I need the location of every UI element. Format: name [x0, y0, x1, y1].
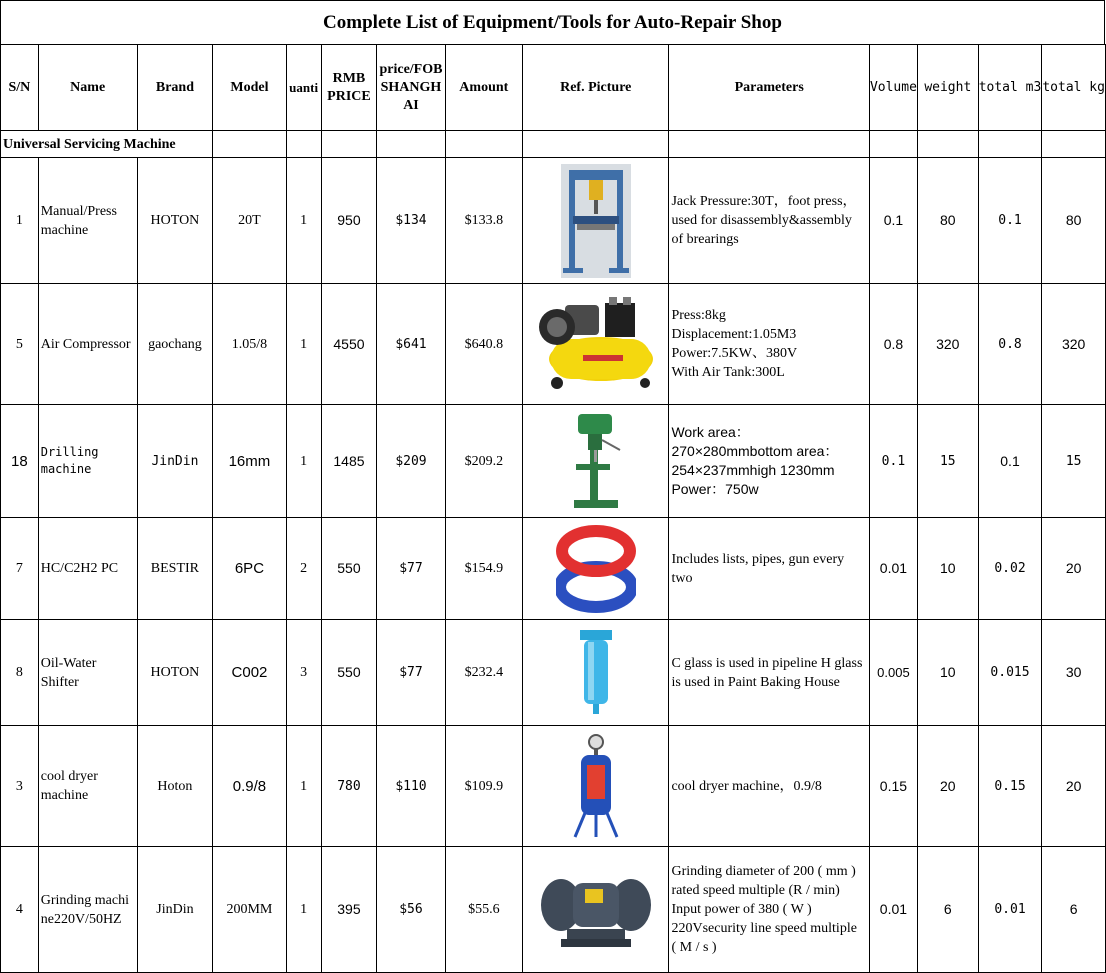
cell-total-kg: 6 [1042, 847, 1106, 973]
cell-name: Oil-Water Shifter [38, 620, 137, 726]
cell-volume: 0.01 [869, 847, 917, 973]
table-row [1, 620, 1106, 726]
cell-params: Jack Pressure:30T，foot press，used for disassembly&assembly of brearings [669, 158, 869, 284]
cell-amount: $209.2 [445, 405, 522, 518]
cell-brand: JinDin [137, 847, 213, 973]
cell-volume: 0.8 [869, 284, 917, 405]
cell-qty: 3 [286, 620, 321, 726]
header-brand: Brand [137, 45, 213, 131]
cell-name: Air Compressor [38, 284, 137, 405]
cell-params: Includes lists, pipes, gun every two [669, 518, 869, 620]
header-ref-picture: Ref. Picture [523, 45, 669, 131]
cell-model: 20T [213, 158, 286, 284]
cell-total-kg: 30 [1042, 620, 1106, 726]
cell-fob: $134 [377, 158, 445, 284]
equipment-table [0, 44, 1106, 973]
cell-amount: $640.8 [445, 284, 522, 405]
param-line: 254×237mmhigh 1230mm [671, 462, 835, 478]
cell-qty: 1 [286, 284, 321, 405]
cell-sn: 5 [1, 284, 39, 405]
param-line: 220Vsecurity line speed multiple [671, 921, 857, 936]
drill-press-icon [566, 412, 626, 510]
cell-rmb: 780 [321, 726, 377, 847]
filter-canister-icon [576, 628, 616, 718]
param-line: Grinding diameter of 200 ( mm ) [671, 864, 856, 879]
cell-weight: 320 [917, 284, 978, 405]
param-line: ( M / s ) [671, 940, 717, 955]
cell-fob: $56 [377, 847, 445, 973]
header-total-kg: total kg [1042, 45, 1106, 131]
table-row [1, 158, 1106, 284]
header-parameters: Parameters [669, 45, 869, 131]
cell-amount: $55.6 [445, 847, 522, 973]
cell-qty: 1 [286, 405, 321, 518]
cell-brand: BESTIR [137, 518, 213, 620]
cell-volume: 0.1 [869, 405, 917, 518]
header-volume: Volume [869, 45, 917, 131]
param-line: rated speed multiple (R / min) [671, 883, 840, 898]
cell-rmb: 950 [321, 158, 377, 284]
cell-sn: 8 [1, 620, 39, 726]
cell-model: 1.05/8 [213, 284, 286, 405]
table-row [1, 284, 1106, 405]
cell-picture [523, 726, 669, 847]
cell-name: HC/C2H2 PC [38, 518, 137, 620]
cell-weight: 80 [917, 158, 978, 284]
cell-rmb: 395 [321, 847, 377, 973]
cell-brand: HOTON [137, 158, 213, 284]
cell-picture [523, 518, 669, 620]
cell-total-m3: 0.01 [978, 847, 1042, 973]
header-name: Name [38, 45, 137, 131]
cell-amount: $154.9 [445, 518, 522, 620]
cell-volume: 0.01 [869, 518, 917, 620]
cell-model: 200MM [213, 847, 286, 973]
cell-brand: gaochang [137, 284, 213, 405]
cell-qty: 1 [286, 847, 321, 973]
cell-amount: $109.9 [445, 726, 522, 847]
cell-qty: 2 [286, 518, 321, 620]
cell-picture [523, 620, 669, 726]
cell-sn: 4 [1, 847, 39, 973]
cell-sn: 18 [1, 405, 39, 518]
cell-name: cool dryer machine [38, 726, 137, 847]
cell-total-m3: 0.02 [978, 518, 1042, 620]
cell-picture [523, 847, 669, 973]
cell-picture [523, 158, 669, 284]
cell-rmb: 4550 [321, 284, 377, 405]
cell-rmb: 1485 [321, 405, 377, 518]
header-weight: weight [917, 45, 978, 131]
cell-amount: $133.8 [445, 158, 522, 284]
cell-weight: 20 [917, 726, 978, 847]
cell-sn: 1 [1, 158, 39, 284]
param-line: Power：750w [671, 481, 759, 497]
cell-picture [523, 405, 669, 518]
cell-rmb: 550 [321, 620, 377, 726]
cell-sn: 7 [1, 518, 39, 620]
cell-total-m3: 0.1 [978, 158, 1042, 284]
hose-reels-icon [556, 525, 636, 613]
param-line: Work area： [671, 424, 750, 440]
cell-params: C glass is used in pipeline H glass is used in Paint Baking House [669, 620, 869, 726]
cell-total-kg: 15 [1042, 405, 1106, 518]
cell-volume: 0.15 [869, 726, 917, 847]
cell-total-m3: 0.15 [978, 726, 1042, 847]
header-rmb-price: RMB PRICE [321, 45, 377, 131]
table-row [1, 518, 1106, 620]
cell-params [669, 847, 869, 973]
header-model: Model [213, 45, 286, 131]
section-label: Universal Servicing Machine [1, 131, 213, 158]
cell-model: 6PC [213, 518, 286, 620]
cell-total-kg: 20 [1042, 726, 1106, 847]
cool-dryer-icon [571, 733, 621, 839]
cell-name: Manual/Press machine [38, 158, 137, 284]
cell-fob: $110 [377, 726, 445, 847]
param-line: 270×280mmbottom area： [671, 443, 839, 459]
cell-rmb: 550 [321, 518, 377, 620]
cell-weight: 15 [917, 405, 978, 518]
cell-fob: $77 [377, 518, 445, 620]
param-line: Press:8kg [671, 308, 726, 323]
table-row [1, 405, 1106, 518]
header-row [1, 45, 1106, 131]
section-row [1, 131, 1106, 158]
cell-total-m3: 0.1 [978, 405, 1042, 518]
cell-brand: HOTON [137, 620, 213, 726]
table-row [1, 726, 1106, 847]
cell-params [669, 284, 869, 405]
cell-name: Drilling machine [38, 405, 137, 518]
header-amount: Amount [445, 45, 522, 131]
cell-weight: 10 [917, 518, 978, 620]
cell-model: C002 [213, 620, 286, 726]
header-sn: S/N [1, 45, 39, 131]
air-compressor-icon [535, 295, 657, 393]
cell-total-kg: 320 [1042, 284, 1106, 405]
cell-total-kg: 20 [1042, 518, 1106, 620]
cell-params: cool dryer machine，0.9/8 [669, 726, 869, 847]
param-line: With Air Tank:300L [671, 365, 785, 380]
param-line: Displacement:1.05M3 [671, 327, 797, 342]
cell-picture [523, 284, 669, 405]
bench-grinder-icon [537, 865, 655, 955]
sheet-title: Complete List of Equipment/Tools for Auto-Repair Shop [0, 0, 1105, 45]
header-total-m3: total m3 [978, 45, 1042, 131]
cell-weight: 6 [917, 847, 978, 973]
cell-sn: 3 [1, 726, 39, 847]
header-price-fob: price/FOB SHANGHAI [377, 45, 445, 131]
cell-fob: $77 [377, 620, 445, 726]
header-quantity: uanti [286, 45, 321, 131]
cell-qty: 1 [286, 158, 321, 284]
cell-fob: $641 [377, 284, 445, 405]
cell-total-m3: 0.015 [978, 620, 1042, 726]
cell-qty: 1 [286, 726, 321, 847]
param-line: Input power of 380 ( W ) [671, 902, 812, 917]
cell-total-kg: 80 [1042, 158, 1106, 284]
cell-model: 16mm [213, 405, 286, 518]
cell-brand: JinDin [137, 405, 213, 518]
cell-total-m3: 0.8 [978, 284, 1042, 405]
cell-volume: 0.1 [869, 158, 917, 284]
cell-fob: $209 [377, 405, 445, 518]
param-line: Power:7.5KW、380V [671, 346, 798, 361]
cell-model: 0.9/8 [213, 726, 286, 847]
table-row [1, 847, 1106, 973]
cell-amount: $232.4 [445, 620, 522, 726]
cell-brand: Hoton [137, 726, 213, 847]
cell-name: Grinding machine220V/50HZ [38, 847, 137, 973]
cell-params [669, 405, 869, 518]
cell-volume: 0.005 [869, 620, 917, 726]
press-machine-icon [561, 164, 631, 278]
cell-weight: 10 [917, 620, 978, 726]
